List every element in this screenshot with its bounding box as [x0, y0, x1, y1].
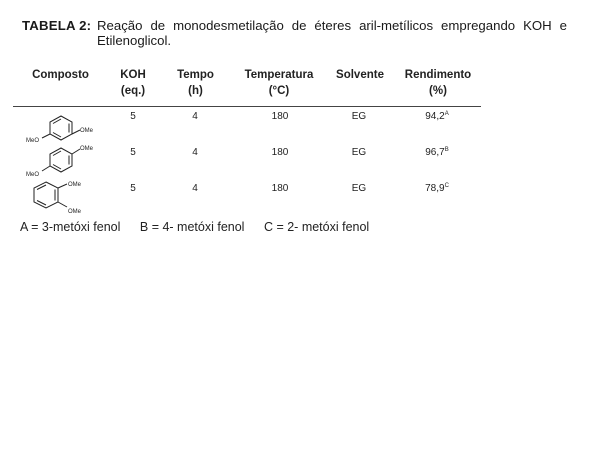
compound-label: OMe — [80, 146, 94, 152]
footnote-legend — [20, 220, 385, 234]
cell-rendimento-row2: $96,7^B$ — [425, 147, 449, 158]
compound-label: OMe — [68, 209, 82, 215]
header-solvente: Solvente — [336, 69, 384, 81]
header-temperatura: Temperatura (°C) — [244, 69, 314, 97]
cell-koh-row1: 5 — [130, 111, 136, 122]
cell-temperatura-row3: 180 — [271, 183, 289, 194]
header-tempo: Tempo (h) — [177, 69, 214, 97]
footnote-a: A = 3-metóxi fenol — [20, 220, 121, 234]
compound-label: OMe — [80, 128, 94, 134]
header-composto: Composto — [32, 69, 89, 81]
footnote-b: B = 4- metóxi fenol — [139, 220, 245, 234]
cell-tempo-row2: 4 — [192, 147, 198, 158]
caption-label: TABELA 2: — [22, 18, 92, 33]
header-koh: KOH (eq.) — [120, 69, 146, 97]
cell-rendimento-row3: $78,9^C$ — [425, 183, 449, 194]
cell-temperatura-row2: 180 — [271, 147, 289, 158]
cell-koh-row3: 5 — [130, 183, 136, 194]
compound-label: OMe — [68, 182, 82, 188]
cell-tempo-row3: 4 — [192, 183, 198, 194]
compound-label: MeO — [26, 172, 40, 178]
caption-text: Reação de monodesmetilação de éteres aril-metílicos empregando KOH e Etilenoglicol. — [97, 18, 567, 48]
header-rendimento: Rendimento (%) — [404, 69, 472, 97]
compound-structure-row3 — [14, 176, 109, 218]
cell-solvente-row3: EG — [351, 183, 367, 194]
cell-rendimento-row1: $94,2^A$ — [425, 111, 449, 122]
cell-temperatura-row1: 180 — [271, 111, 289, 122]
header-rule — [13, 106, 481, 107]
footnote-c: C = 2- metóxi fenol — [263, 220, 370, 234]
cell-tempo-row1: 4 — [192, 111, 198, 122]
cell-solvente-row1: EG — [351, 111, 367, 122]
compound-label: MeO — [26, 138, 40, 144]
cell-solvente-row2: EG — [351, 147, 367, 158]
cell-koh-row2: 5 — [130, 147, 136, 158]
